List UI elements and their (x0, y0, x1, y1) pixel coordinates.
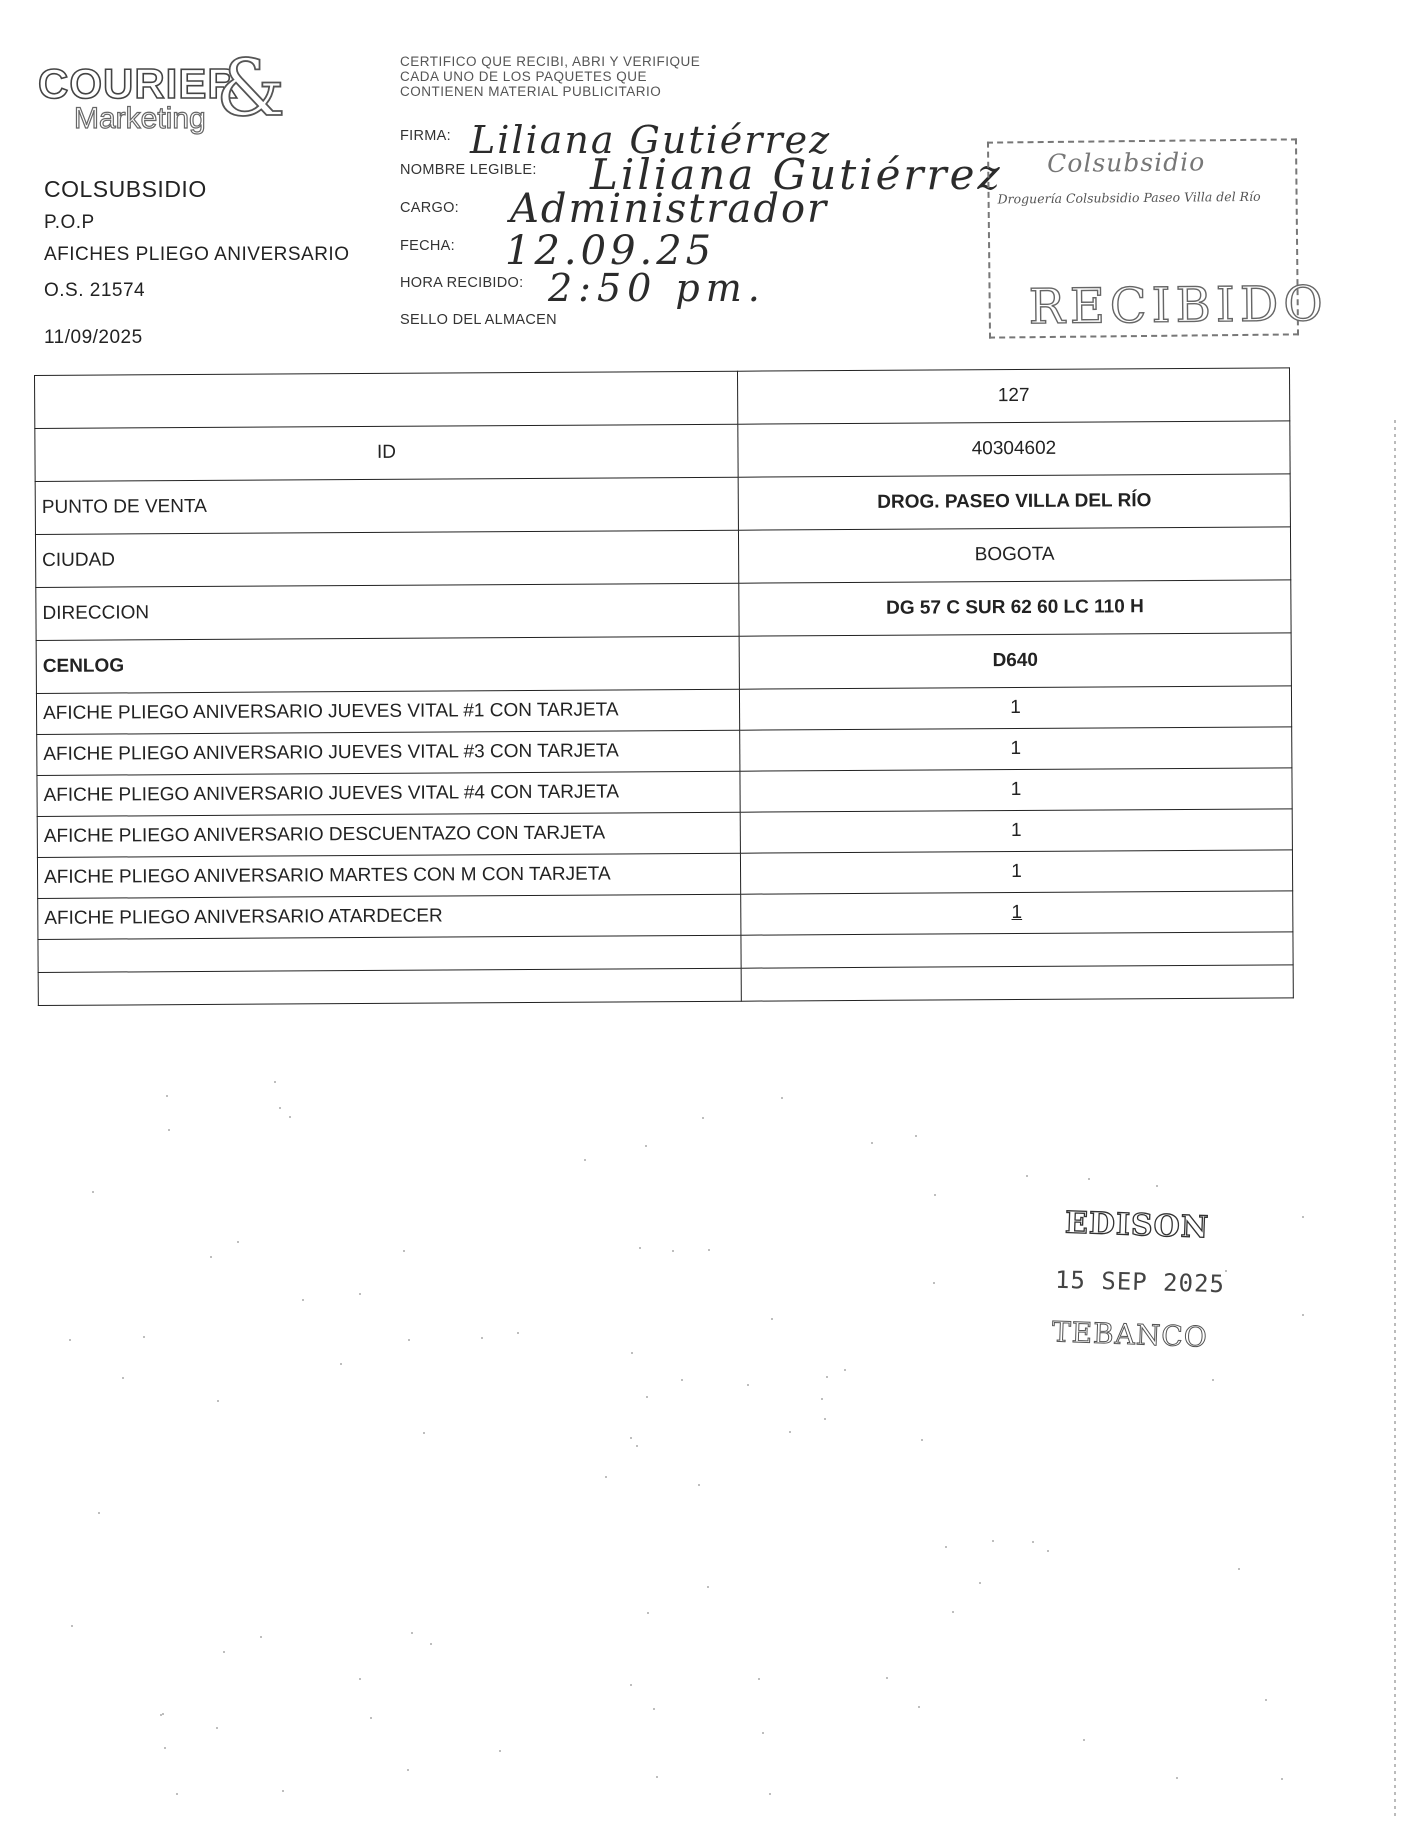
scan-speck (698, 1484, 700, 1486)
scan-speck (302, 1299, 304, 1301)
scan-speck (168, 1129, 170, 1131)
scan-speck (584, 1159, 586, 1161)
scan-speck (408, 1339, 410, 1341)
table-row (35, 421, 1290, 482)
scan-speck (824, 1418, 826, 1420)
stamp-received: RECIBIDO (1028, 276, 1328, 336)
table-row (35, 368, 1290, 429)
scan-speck (1032, 1541, 1034, 1543)
firma-signature: Liliana Gutiérrez (470, 118, 832, 162)
scan-speck (166, 1095, 168, 1097)
scan-speck (639, 1247, 641, 1249)
stamp-store: Droguería Colsubsidio Paseo Villa del Río (997, 188, 1261, 207)
scan-speck (918, 1706, 920, 1708)
scan-speck (223, 1651, 225, 1653)
scan-speck (708, 1249, 710, 1251)
scan-speck (707, 1586, 709, 1588)
fecha-handwritten: 12.09.25 (505, 228, 716, 274)
item-qty: 1 (739, 686, 1291, 730)
scan-speck (359, 1293, 361, 1295)
scan-speck (826, 1376, 828, 1378)
table-cell (741, 965, 1293, 1001)
hora-handwritten: 2:50 pm. (548, 266, 766, 310)
punto-value: DROG. PASEO VILLA DEL RÍO (738, 474, 1290, 530)
punto-label: PUNTO DE VENTA (35, 477, 738, 534)
scan-speck (122, 1377, 124, 1379)
scan-speck (340, 1363, 342, 1365)
scan-speck (1088, 1178, 1090, 1180)
table-row (35, 474, 1290, 535)
scan-speck (656, 1776, 658, 1778)
firma-label: FIRMA: (400, 128, 451, 144)
scan-speck (933, 1282, 935, 1284)
scan-speck (1026, 1175, 1028, 1177)
scan-speck (771, 1318, 773, 1320)
scan-speck (143, 1336, 145, 1338)
scan-speck (631, 1352, 633, 1354)
scan-speck (370, 1717, 372, 1719)
scan-speck (915, 1135, 917, 1137)
scan-speck (636, 1445, 638, 1447)
pop-label: P.O.P (44, 212, 95, 233)
scan-speck (844, 1369, 846, 1371)
scan-speck (260, 1636, 262, 1638)
stamp-brand: Colsubsidio (1047, 147, 1206, 178)
cenlog-value: D640 (739, 633, 1291, 689)
scan-speck (647, 1612, 649, 1614)
logo-ampersand: & (216, 44, 286, 134)
top-value: 127 (737, 368, 1289, 424)
scan-speck (289, 1116, 291, 1118)
nombre-handwritten: Liliana Gutiérrez (590, 150, 1003, 199)
scan-speck (217, 1400, 219, 1402)
logo-main-text: COURIER (38, 60, 239, 107)
scan-speck (517, 1332, 519, 1334)
table-cell (35, 371, 738, 428)
table-row (38, 965, 1293, 1006)
scan-speck (1225, 1270, 1227, 1272)
item-name: AFICHE PLIEGO ANIVERSARIO ATARDECER (38, 894, 741, 939)
scan-speck (702, 1117, 704, 1119)
edison-stamp-city: TEBANCO (1051, 1315, 1209, 1354)
nombre-label: NOMBRE LEGIBLE: (400, 162, 537, 178)
scan-speck (762, 1732, 764, 1734)
scan-speck (821, 1398, 823, 1400)
scan-speck (481, 1337, 483, 1339)
scan-speck (176, 1793, 178, 1795)
scan-speck (646, 1396, 648, 1398)
table-cell (741, 932, 1293, 968)
table-cell (38, 935, 741, 972)
item-qty: 1 (741, 891, 1293, 935)
ciudad-label: CIUDAD (35, 530, 738, 587)
scan-speck (945, 1546, 947, 1548)
scan-speck (630, 1437, 632, 1439)
item-qty: 1 (740, 809, 1292, 853)
scan-speck (1047, 1550, 1049, 1552)
item-name: AFICHE PLIEGO ANIVERSARIO DESCUENTAZO CON TARJETA (37, 812, 740, 857)
scan-speck (92, 1191, 94, 1193)
colsubsidio-received-stamp (987, 138, 1328, 338)
scan-speck (237, 1241, 239, 1243)
delivery-table (34, 367, 1294, 1006)
cert-line-3: CONTIENEN MATERIAL PUBLICITARIO (400, 84, 662, 99)
scan-speck (758, 1678, 760, 1680)
scan-speck (216, 1727, 218, 1729)
scan-speck (279, 1107, 281, 1109)
scan-speck (769, 1793, 771, 1795)
scan-speck (1302, 1314, 1304, 1316)
scan-speck (430, 1643, 432, 1645)
courier-marketing-logo (38, 44, 286, 142)
scan-speck (403, 1250, 405, 1252)
item-qty: 1 (740, 768, 1292, 812)
scan-speck (282, 1790, 284, 1792)
scan-speck (71, 1625, 73, 1627)
table-row (35, 527, 1290, 588)
scan-speck (411, 1632, 413, 1634)
table-row (36, 580, 1291, 641)
sello-label: SELLO DEL ALMACEN (400, 312, 557, 328)
scan-speck (1176, 1777, 1178, 1779)
scan-speck (605, 1476, 607, 1478)
id-label: ID (35, 424, 738, 481)
scan-speck (781, 1097, 783, 1099)
fecha-label: FECHA: (400, 238, 455, 254)
scan-speck (952, 1611, 954, 1613)
scan-speck (1212, 1379, 1214, 1381)
item-qty: 1 (740, 850, 1292, 894)
scan-speck (979, 1582, 981, 1584)
hora-label: HORA RECIBIDO: (400, 275, 524, 291)
service-order: O.S. 21574 (44, 280, 146, 301)
scan-speck (499, 1750, 501, 1752)
scan-speck (747, 1384, 749, 1386)
item-name: AFICHE PLIEGO ANIVERSARIO MARTES CON M CON TARJETA (37, 853, 740, 898)
client-name: COLSUBSIDIO (44, 176, 207, 202)
item-name: AFICHE PLIEGO ANIVERSARIO JUEVES VITAL #4 CON TARJETA (37, 771, 740, 816)
scan-speck (645, 1145, 647, 1147)
scan-speck (160, 1714, 162, 1716)
scan-speck (164, 1747, 166, 1749)
scan-speck (210, 1256, 212, 1258)
cenlog-label: CENLOG (36, 636, 739, 693)
scan-speck (992, 1540, 994, 1542)
scan-speck (1302, 1216, 1304, 1218)
scan-speck (98, 1512, 100, 1514)
ciudad-value: BOGOTA (738, 527, 1290, 583)
scan-speck (789, 1431, 791, 1433)
scan-speck (921, 1439, 923, 1441)
certification-text (400, 54, 760, 99)
item-qty: 1 (740, 727, 1292, 771)
scan-speck (359, 1678, 361, 1680)
scan-speck (630, 1684, 632, 1686)
table-row (36, 633, 1291, 694)
direccion-value: DG 57 C SUR 62 60 LC 110 H (739, 580, 1291, 636)
scan-speck (934, 1194, 936, 1196)
scan-speck (1156, 1185, 1158, 1187)
scan-speck (274, 1081, 276, 1083)
item-name: AFICHE PLIEGO ANIVERSARIO JUEVES VITAL #1 CON TARJETA (36, 689, 739, 734)
scan-speck (871, 1142, 873, 1144)
description: AFICHES PLIEGO ANIVERSARIO (44, 244, 350, 265)
scan-speck (162, 1713, 164, 1715)
scan-speck (1083, 1739, 1085, 1741)
scan-speck (1281, 1778, 1283, 1780)
scan-speck (1238, 1568, 1240, 1570)
direccion-label: DIRECCION (36, 583, 739, 640)
cert-line-2: CADA UNO DE LOS PAQUETES QUE (400, 69, 648, 84)
scan-edge (1394, 420, 1396, 1820)
header-date: 11/09/2025 (44, 327, 143, 348)
scan-speck (886, 1677, 888, 1679)
scan-speck (681, 1379, 683, 1381)
edison-stamp-date: 15 SEP 2025 (1054, 1265, 1226, 1299)
edison-stamp-name: EDISON (1064, 1205, 1210, 1246)
logo-sub-text: Marketing (74, 102, 206, 135)
scan-speck (653, 1708, 655, 1710)
scan-speck (672, 1250, 674, 1252)
item-name: AFICHE PLIEGO ANIVERSARIO JUEVES VITAL #3 CON TARJETA (37, 730, 740, 775)
table-cell (38, 968, 741, 1005)
scan-speck (1265, 1699, 1267, 1701)
scan-speck (407, 1769, 409, 1771)
cargo-label: CARGO: (400, 200, 459, 216)
scan-speck (69, 1339, 71, 1341)
cargo-handwritten: Administrador (510, 186, 829, 232)
cert-line-1: CERTIFICO QUE RECIBI, ABRI Y VERIFIQUE (400, 54, 701, 69)
scan-speck (423, 1432, 425, 1434)
id-value: 40304602 (738, 421, 1290, 477)
